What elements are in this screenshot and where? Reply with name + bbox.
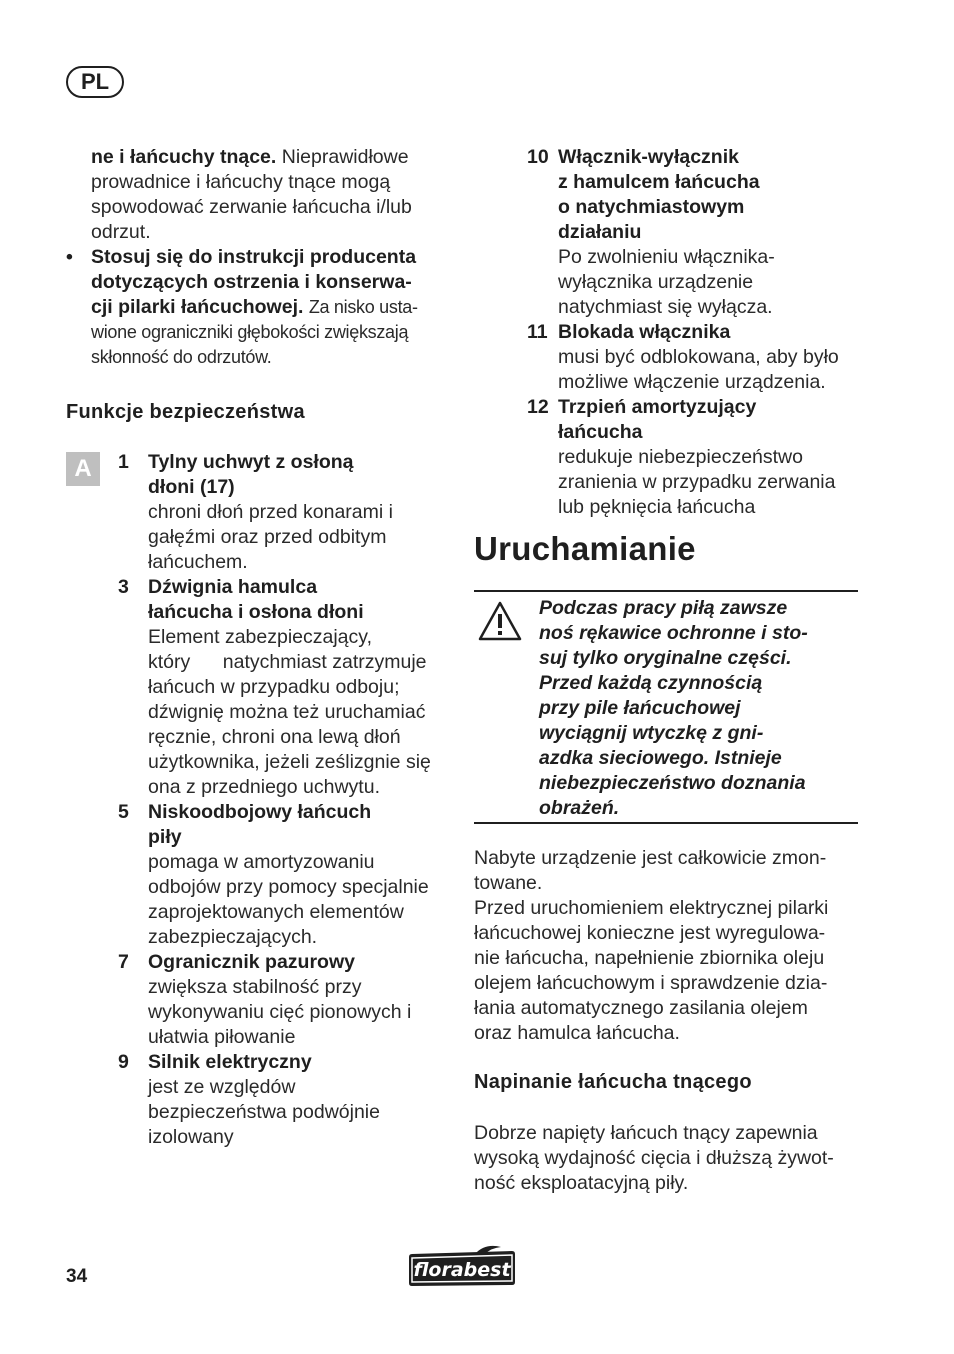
left-column (66, 145, 456, 1150)
text-line: azdka sieciowego. Istnieje (539, 747, 782, 769)
main-heading: Uruchamianie (474, 530, 696, 567)
text-line: Stosuj się do instrukcji producenta (91, 246, 417, 268)
feature-desc-line: lub pęknięcia łańcucha (558, 496, 756, 518)
feature-list-continued (474, 145, 858, 520)
feature-desc-line: wykonywaniu cięć pionowych i (148, 1001, 412, 1023)
text-line: wione ograniczniki głębokości zwiększają (91, 322, 409, 342)
feature-desc-line: łańcuch w przypadku odboju; (148, 676, 400, 698)
section-heading: Funkcje bezpieczeństwa (66, 401, 305, 423)
bullet-icon: • (66, 246, 73, 268)
feature-title-line: z hamulcem łańcucha (558, 171, 760, 193)
feature-desc-line: gałęźmi oraz przed odbitym (148, 526, 387, 548)
bullet-item (66, 245, 456, 370)
text-line: obrażeń. (539, 797, 620, 819)
intro-bold: ne i łańcuchy tnące. (91, 146, 277, 168)
text-line: wyciągnij wtyczkę z gni- (539, 722, 764, 744)
feature-desc-line: izolowany (148, 1126, 234, 1148)
feature-desc-line: łańcuchem. (148, 551, 248, 573)
feature-item (66, 450, 456, 575)
text-line: towane. (474, 872, 543, 894)
feature-desc-line: użytkownika, jeżeli ześlizgnie się (148, 751, 431, 773)
page-number: 34 (66, 1266, 88, 1287)
text-line: Podczas pracy piłą zawsze (539, 597, 788, 619)
feature-desc-line: bezpieczeństwa podwójnie (148, 1101, 380, 1123)
text-line: niebezpieczeństwo doznania (539, 772, 806, 794)
text-line: olejem łańcuchowym i sprawdzenie dzia- (474, 972, 828, 994)
feature-number: 9 (118, 1051, 129, 1073)
feature-title-line: o natychmiastowym (558, 196, 745, 218)
feature-number: 1 (118, 451, 129, 473)
feature-title-line: Silnik elektryczny (148, 1051, 312, 1073)
feature-title-line: działaniu (558, 221, 642, 243)
brand-logo (405, 1245, 519, 1289)
feature-desc-line: zabezpieczających. (148, 926, 318, 948)
warning-text (539, 596, 859, 821)
feature-title-line: piły (148, 826, 182, 848)
text-line: suj tylko oryginalne części. (539, 647, 792, 669)
intro-paragraph (66, 145, 456, 245)
text-line: wysoką wydajność cięcia i dłuższą żywot- (474, 1147, 834, 1169)
feature-title-line: Włącznik-wyłącznik (558, 146, 739, 168)
feature-desc-line: musi być odblokowana, aby było (558, 346, 839, 368)
text-line: Za nisko usta- (308, 297, 418, 317)
text-line: prowadnice i łańcuchy tnące mogą (91, 171, 391, 193)
feature-title-line: Ogranicznik pazurowy (148, 951, 355, 973)
feature-title-line: łańcucha i osłona dłoni (148, 601, 364, 623)
text-line: noś rękawice ochronne i sto- (539, 622, 808, 644)
feature-desc-line: natychmiast się wyłącza. (558, 296, 773, 318)
feature-item (474, 395, 858, 520)
text-line: Przed każdą czynnością (539, 672, 763, 694)
feature-list (66, 450, 456, 1150)
feature-desc-line: zranienia w przypadku zerwania (558, 471, 836, 493)
feature-number: 11 (527, 321, 548, 343)
text-line: Dobrze napięty łańcuch tnący zapewnia (474, 1122, 818, 1144)
feature-desc-line: pomaga w amortyzowaniu (148, 851, 375, 873)
text-line: cji pilarki łańcuchowej. (91, 296, 304, 318)
feature-desc-line: jest ze względów (148, 1076, 296, 1098)
feature-item (474, 320, 858, 395)
feature-desc-line: odbojów przy pomocy specjalnie (148, 876, 429, 898)
feature-desc-line: wyłącznika urządzenie (558, 271, 754, 293)
language-badge: PL (66, 66, 124, 98)
text-line: odrzut. (91, 221, 151, 243)
text-line: Nabyte urządzenie jest całkowicie zmon- (474, 847, 827, 869)
figure-marker: A (66, 452, 100, 486)
feature-desc-line: możliwe włączenie urządzenia. (558, 371, 826, 393)
subheading-block (474, 1070, 864, 1095)
feature-number: 12 (527, 396, 549, 418)
feature-title-line: Tylny uchwyt z osłoną (148, 451, 354, 473)
feature-desc-line: zaprojektowanych elementów (148, 901, 404, 923)
feature-item (474, 145, 858, 320)
feature-desc-line: zwiększa stabilność przy (148, 976, 362, 998)
feature-item (66, 1050, 456, 1150)
feature-title-line: Niskoodbojowy łańcuch (148, 801, 372, 823)
text-line: przy pile łańcuchowej (539, 697, 741, 719)
feature-item (66, 950, 456, 1050)
text-line: dotyczących ostrzenia i konserwa- (91, 271, 412, 293)
feature-desc-line: Element zabezpieczający, (148, 626, 373, 648)
brand-text: florabest (413, 1259, 511, 1281)
feature-number: 7 (118, 951, 129, 973)
feature-desc-line: dźwignię można też uruchamiać (148, 701, 426, 723)
feature-title-line: Blokada włącznika (558, 321, 731, 343)
text-line: oraz hamulca łańcucha. (474, 1022, 680, 1044)
feature-number: 3 (118, 576, 129, 598)
warning-triangle-icon (477, 600, 523, 647)
text-line: łania automatycznego zasilania olejem (474, 997, 808, 1019)
feature-item (66, 800, 456, 950)
text-line: Nieprawidłowe (281, 146, 409, 168)
feature-item (66, 575, 456, 800)
feature-number: 5 (118, 801, 129, 823)
feature-title-line: dłoni (17) (148, 476, 235, 498)
text-line: łańcuchowej konieczne jest wyregulowa- (474, 922, 826, 944)
feature-desc-line: Po zwolnieniu włącznika- (558, 246, 775, 268)
warning-box (474, 590, 858, 824)
text-line: Przed uruchomieniem elektrycznej pilarki (474, 897, 829, 919)
setup-paragraph (474, 846, 864, 1046)
feature-desc-line: ułatwia piłowanie (148, 1026, 296, 1048)
feature-desc-line: który natychmiast zatrzymuje (148, 651, 427, 673)
text-line: nie łańcucha, napełnienie zbiornika oleju (474, 947, 825, 969)
feature-desc-line: ona z przedniego uchwytu. (148, 776, 380, 798)
text-line: skłonność do odrzutów. (91, 347, 272, 367)
subheading: Napinanie łańcucha tnącego (474, 1071, 752, 1093)
feature-number: 10 (527, 146, 549, 168)
feature-title-line: łańcucha (558, 421, 643, 443)
feature-desc-line: redukuje niebezpieczeństwo (558, 446, 803, 468)
feature-title-line: Trzpień amortyzujący (558, 396, 757, 418)
feature-desc-line: chroni dłoń przed konarami i (148, 501, 393, 523)
feature-title-line: Dźwignia hamulca (148, 576, 318, 598)
text-line: ność eksploatacyjną piły. (474, 1172, 689, 1194)
tension-paragraph (474, 1121, 864, 1196)
feature-desc-line: ręcznie, chroni ona lewą dłoń (148, 726, 401, 748)
text-line: spowodować zerwanie łańcucha i/lub (91, 196, 412, 218)
right-column (474, 145, 858, 567)
